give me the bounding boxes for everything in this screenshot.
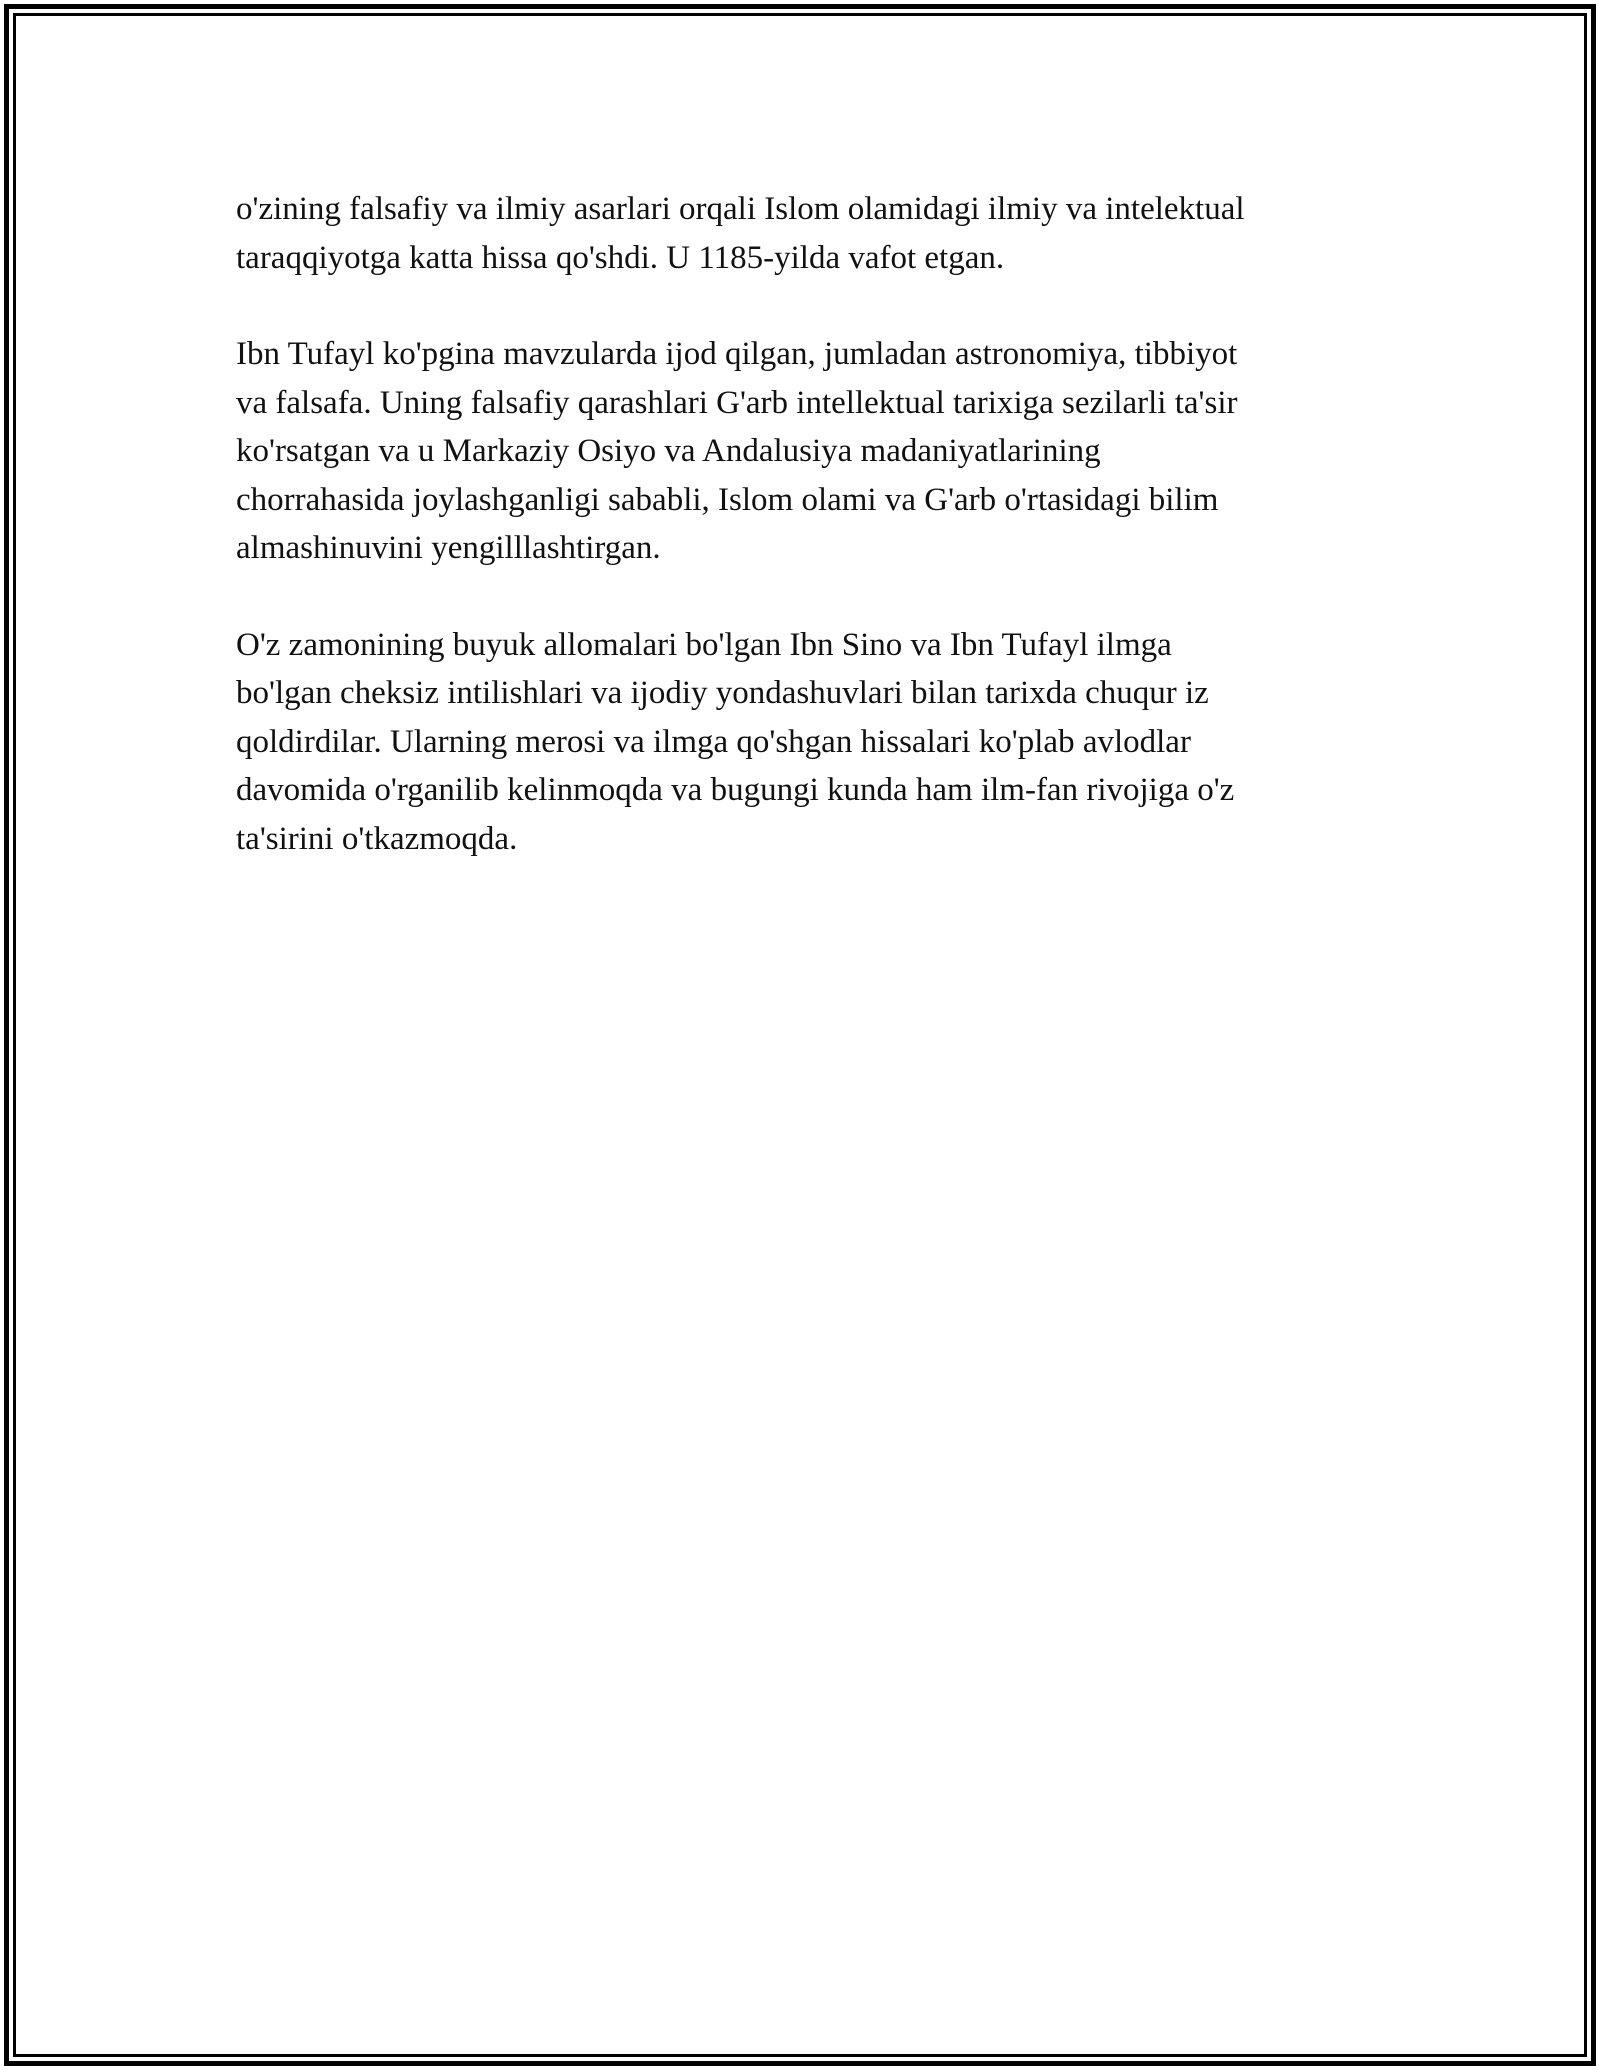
- paragraph-2: Ibn Tufayl ko'pgina mavzularda ijod qilgan, jumladan astronomiya, tibbiyot va falsafa. Uning falsafiy qarashlari G'arb intellektual tarixiga sezilarli ta'sir ko'rsatgan va u Markaziy Osiyo va Andalusiya madaniyatlarining chorrahasida joylashganligi sababli, Islom olami va G'arb o'rtasidagi bilim almashinuvini yengilllashtirgan.: [236, 336, 1238, 566]
- paragraph-1: o'zining falsafiy va ilmiy asarlari orqali Islom olamidagi ilmiy va intelektual taraqqiyotga katta hissa qo'shdi. U 1185-yilda vafot etgan.: [236, 191, 1245, 276]
- paragraph-3: O'z zamonining buyuk allomalari bo'lgan Ibn Sino va Ibn Tufayl ilmga bo'lgan cheksiz intilishlari va ijodiy yondashuvlari bilan tarixda chuqur iz qoldirdilar. Ularning merosi va ilmga qo'shgan hissalari ko'plab avlodlar davomida o'rganilib kelinmoqda va bugungi kunda ham ilm-fan rivojiga o'z ta'sirini o'tkazmoqda.: [236, 626, 1235, 857]
- document-body: [236, 185, 1376, 911]
